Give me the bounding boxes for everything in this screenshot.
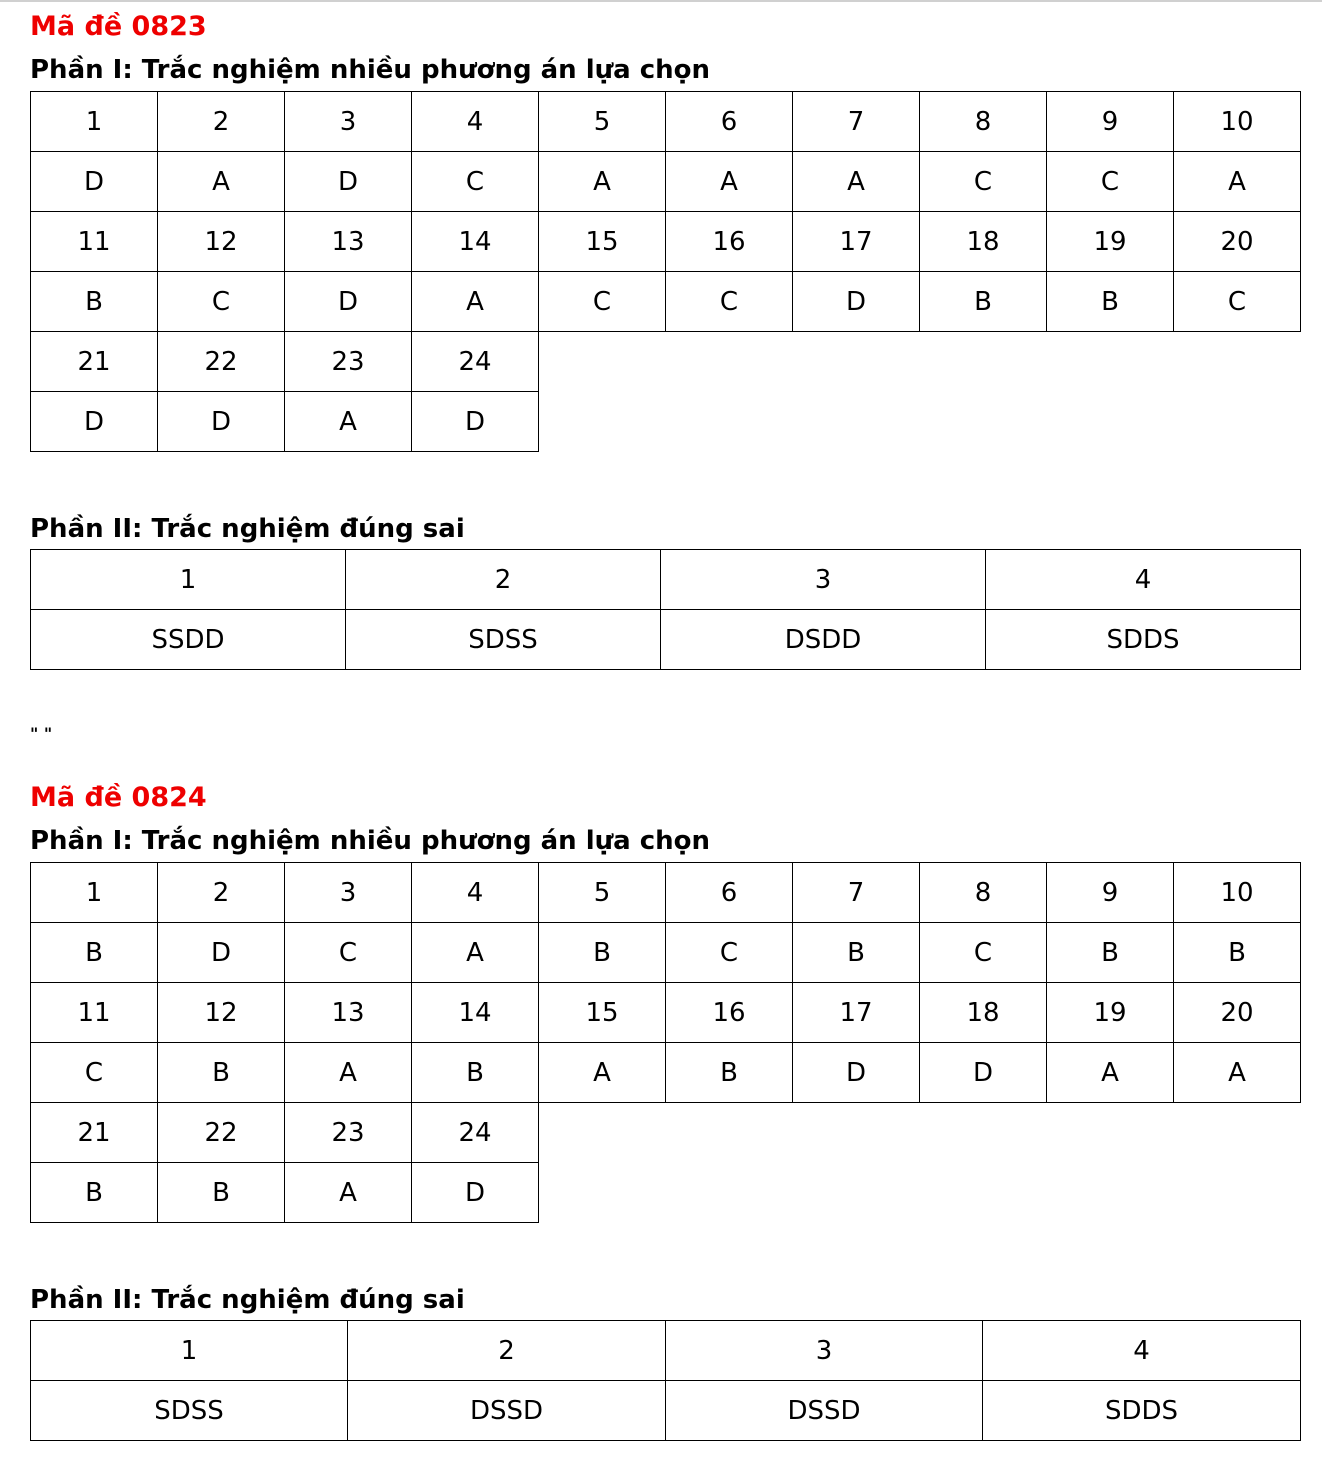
empty-cell — [920, 392, 1047, 452]
answer-cell: SDDS — [983, 1381, 1301, 1441]
answer-cell: D — [285, 152, 412, 212]
empty-cell — [539, 392, 666, 452]
answer-cell: B — [666, 1043, 793, 1103]
empty-cell — [920, 332, 1047, 392]
answer-cell: D — [920, 1043, 1047, 1103]
question-number-row — [31, 332, 1301, 392]
empty-cell — [666, 1163, 793, 1223]
empty-cell — [793, 332, 920, 392]
question-number-cell: 16 — [666, 212, 793, 272]
answer-cell: C — [666, 272, 793, 332]
question-number-cell: 12 — [158, 212, 285, 272]
empty-cell — [666, 332, 793, 392]
part2-answer-table — [30, 549, 1301, 670]
part2-title: Phần II: Trắc nghiệm đúng sai — [30, 514, 465, 544]
question-number-cell: 15 — [539, 983, 666, 1043]
part2-title: Phần II: Trắc nghiệm đúng sai — [30, 1285, 465, 1315]
answer-cell: DSDD — [661, 610, 986, 670]
question-number-row — [31, 983, 1301, 1043]
empty-cell — [1174, 332, 1301, 392]
question-number-cell: 14 — [412, 212, 539, 272]
answer-cell: A — [285, 1043, 412, 1103]
question-number-cell: 23 — [285, 332, 412, 392]
answer-cell: C — [1047, 152, 1174, 212]
question-number-cell: 13 — [285, 212, 412, 272]
empty-cell — [1047, 1103, 1174, 1163]
answer-cell: SDDS — [986, 610, 1301, 670]
question-number-cell: 17 — [793, 212, 920, 272]
question-number-cell: 15 — [539, 212, 666, 272]
answer-row — [31, 1163, 1301, 1223]
question-number-cell: 10 — [1174, 863, 1301, 923]
answer-row — [31, 1381, 1301, 1441]
question-number-cell: 4 — [983, 1321, 1301, 1381]
answer-cell: A — [412, 272, 539, 332]
answer-cell: A — [1174, 1043, 1301, 1103]
question-number-cell: 23 — [285, 1103, 412, 1163]
question-number-cell: 5 — [539, 92, 666, 152]
answer-cell: B — [31, 923, 158, 983]
part1-answer-table — [30, 862, 1301, 1223]
answer-cell: C — [1174, 272, 1301, 332]
question-number-cell: 10 — [1174, 92, 1301, 152]
empty-cell — [1174, 1103, 1301, 1163]
answer-cell: C — [158, 272, 285, 332]
question-number-cell: 24 — [412, 332, 539, 392]
empty-cell — [793, 1163, 920, 1223]
question-number-cell: 2 — [158, 863, 285, 923]
answer-cell: B — [920, 272, 1047, 332]
empty-cell — [793, 392, 920, 452]
question-number-row — [31, 550, 1301, 610]
question-number-cell: 8 — [920, 92, 1047, 152]
answer-cell: C — [539, 272, 666, 332]
question-number-row — [31, 1321, 1301, 1381]
answer-row — [31, 392, 1301, 452]
answer-cell: C — [285, 923, 412, 983]
question-number-cell: 2 — [348, 1321, 666, 1381]
question-number-cell: 3 — [285, 92, 412, 152]
empty-cell — [1047, 392, 1174, 452]
answer-cell: DSSD — [348, 1381, 666, 1441]
question-number-row — [31, 863, 1301, 923]
answer-cell: D — [31, 392, 158, 452]
empty-cell — [920, 1163, 1047, 1223]
question-number-cell: 5 — [539, 863, 666, 923]
answer-cell: C — [666, 923, 793, 983]
answer-row — [31, 610, 1301, 670]
question-number-cell: 3 — [661, 550, 986, 610]
empty-cell — [1174, 392, 1301, 452]
empty-cell — [1047, 1163, 1174, 1223]
question-number-cell: 7 — [793, 863, 920, 923]
answer-cell: A — [285, 392, 412, 452]
answer-cell: D — [793, 272, 920, 332]
empty-cell — [539, 1163, 666, 1223]
answer-cell: B — [31, 1163, 158, 1223]
answer-cell: A — [539, 152, 666, 212]
answer-cell: C — [412, 152, 539, 212]
answer-cell: B — [412, 1043, 539, 1103]
question-number-cell: 24 — [412, 1103, 539, 1163]
answer-row — [31, 1043, 1301, 1103]
answer-cell: DSSD — [666, 1381, 983, 1441]
question-number-cell: 7 — [793, 92, 920, 152]
question-number-cell: 19 — [1047, 983, 1174, 1043]
exam-code-title: Mã đề 0824 — [30, 782, 207, 813]
question-number-cell: 14 — [412, 983, 539, 1043]
answer-cell: SDSS — [31, 1381, 348, 1441]
answer-cell: A — [158, 152, 285, 212]
exam-code-title: Mã đề 0823 — [30, 11, 207, 42]
question-number-cell: 1 — [31, 92, 158, 152]
answer-cell: A — [1174, 152, 1301, 212]
answer-cell: B — [1047, 923, 1174, 983]
question-number-cell: 9 — [1047, 92, 1174, 152]
answer-cell: D — [285, 272, 412, 332]
question-number-cell: 12 — [158, 983, 285, 1043]
question-number-cell: 20 — [1174, 212, 1301, 272]
empty-cell — [539, 1103, 666, 1163]
question-number-cell: 17 — [793, 983, 920, 1043]
answer-cell: SDSS — [346, 610, 661, 670]
answer-cell: B — [793, 923, 920, 983]
answer-cell: SSDD — [31, 610, 346, 670]
answer-cell: A — [666, 152, 793, 212]
answer-cell: D — [412, 392, 539, 452]
answer-cell: B — [158, 1043, 285, 1103]
answer-cell: B — [31, 272, 158, 332]
question-number-cell: 16 — [666, 983, 793, 1043]
part1-answer-table — [30, 91, 1301, 452]
answer-cell: D — [158, 923, 285, 983]
part1-title: Phần I: Trắc nghiệm nhiều phương án lựa chọn — [30, 55, 711, 85]
empty-cell — [793, 1103, 920, 1163]
question-number-cell: 1 — [31, 1321, 348, 1381]
answer-cell: C — [920, 152, 1047, 212]
answer-cell: B — [1047, 272, 1174, 332]
answer-cell: A — [412, 923, 539, 983]
question-number-row — [31, 212, 1301, 272]
answer-cell: A — [285, 1163, 412, 1223]
answer-row — [31, 923, 1301, 983]
answer-cell: A — [1047, 1043, 1174, 1103]
empty-cell — [1047, 332, 1174, 392]
answer-cell: D — [31, 152, 158, 212]
question-number-cell: 22 — [158, 332, 285, 392]
question-number-cell: 21 — [31, 332, 158, 392]
answer-cell: D — [158, 392, 285, 452]
question-number-row — [31, 92, 1301, 152]
question-number-cell: 4 — [986, 550, 1301, 610]
question-number-row — [31, 1103, 1301, 1163]
empty-cell — [539, 332, 666, 392]
answer-cell: A — [539, 1043, 666, 1103]
question-number-cell: 2 — [158, 92, 285, 152]
question-number-cell: 4 — [412, 863, 539, 923]
answer-cell: C — [920, 923, 1047, 983]
question-number-cell: 18 — [920, 212, 1047, 272]
part1-title: Phần I: Trắc nghiệm nhiều phương án lựa chọn — [30, 826, 711, 856]
answer-cell: D — [793, 1043, 920, 1103]
answer-cell: C — [31, 1043, 158, 1103]
question-number-cell: 4 — [412, 92, 539, 152]
answer-cell: B — [1174, 923, 1301, 983]
empty-cell — [1174, 1163, 1301, 1223]
question-number-cell: 6 — [666, 92, 793, 152]
question-number-cell: 8 — [920, 863, 1047, 923]
part2-answer-table — [30, 1320, 1301, 1441]
question-number-cell: 11 — [31, 212, 158, 272]
question-number-cell: 1 — [31, 863, 158, 923]
answer-cell: B — [539, 923, 666, 983]
question-number-cell: 3 — [285, 863, 412, 923]
question-number-cell: 19 — [1047, 212, 1174, 272]
question-number-cell: 22 — [158, 1103, 285, 1163]
question-number-cell: 3 — [666, 1321, 983, 1381]
question-number-cell: 9 — [1047, 863, 1174, 923]
question-number-cell: 2 — [346, 550, 661, 610]
question-number-cell: 1 — [31, 550, 346, 610]
question-number-cell: 13 — [285, 983, 412, 1043]
answer-row — [31, 152, 1301, 212]
separator-text: " " — [30, 724, 53, 743]
answer-cell: D — [412, 1163, 539, 1223]
question-number-cell: 6 — [666, 863, 793, 923]
empty-cell — [920, 1103, 1047, 1163]
question-number-cell: 18 — [920, 983, 1047, 1043]
question-number-cell: 20 — [1174, 983, 1301, 1043]
answer-cell: A — [793, 152, 920, 212]
answer-cell: B — [158, 1163, 285, 1223]
question-number-cell: 21 — [31, 1103, 158, 1163]
question-number-cell: 11 — [31, 983, 158, 1043]
empty-cell — [666, 1103, 793, 1163]
answer-row — [31, 272, 1301, 332]
top-border-line — [0, 0, 1322, 2]
empty-cell — [666, 392, 793, 452]
